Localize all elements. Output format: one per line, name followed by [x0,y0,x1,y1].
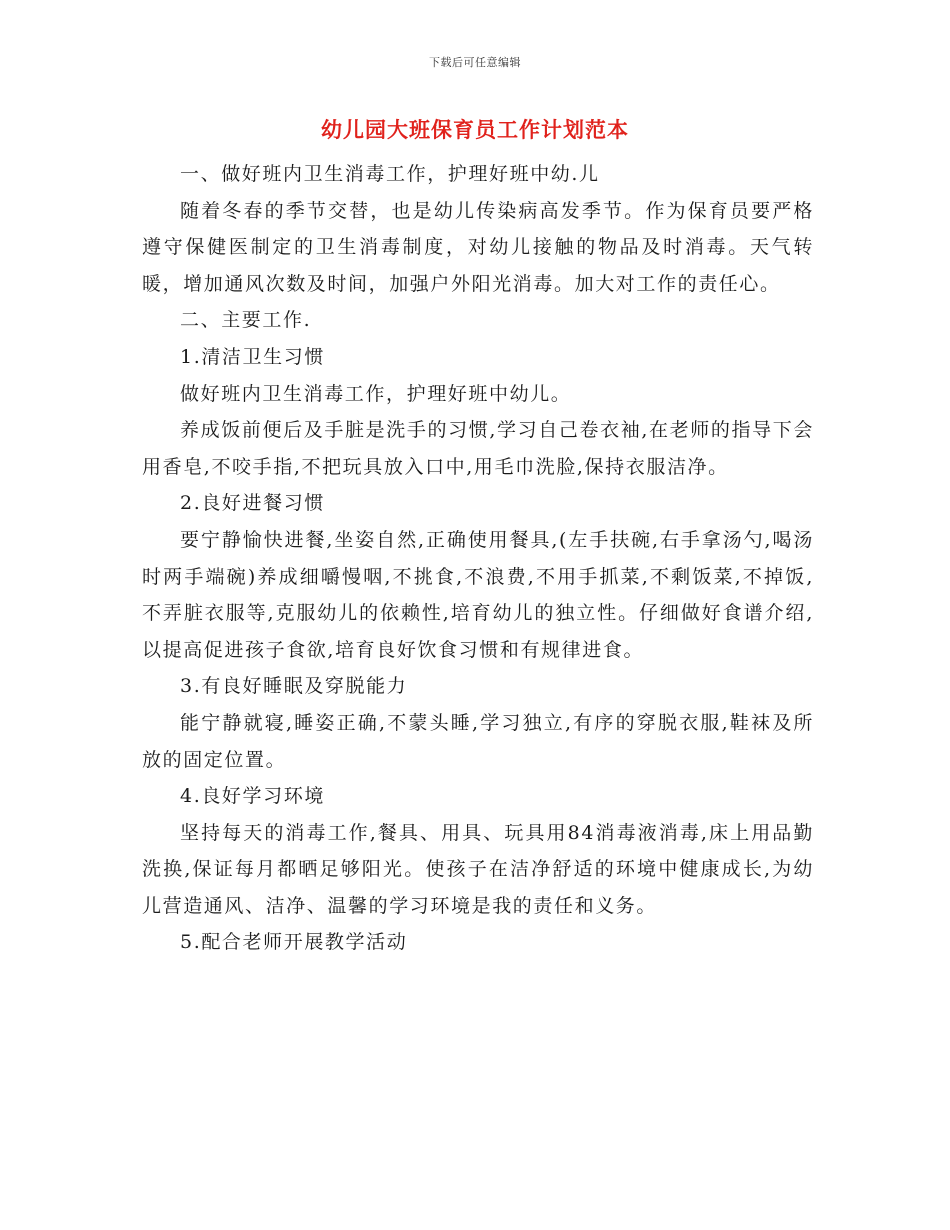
document-title: 幼儿园大班保育员工作计划范本 [321,117,629,142]
subheading: 2.良好进餐习惯 [180,492,325,515]
header-note: 下载后可任意编辑 [429,56,521,69]
section-heading-2: 二、主要工作. [180,309,312,332]
paragraph: 坚持每天的消毒工作,餐具、用具、玩具用84消毒液消毒,床上用品勤洗换,保证每月都晒足够阳光。使孩子在洁净舒适的环境中健康成长,为幼儿营造通风、洁净、温馨的学习环境是我的责任和义务。 [142,821,814,917]
paragraph: 能宁静就寝,睡姿正确,不蒙头睡,学习独立,有序的穿脱衣服,鞋袜及所放的固定位置。 [142,711,814,771]
paragraph: 养成饭前便后及手脏是洗手的习惯,学习自己卷衣袖,在老师的指导下会用香皂,不咬手指,不把玩具放入口中,用毛巾洗脸,保持衣服洁净。 [142,419,814,478]
paragraph: 随着冬春的季节交替，也是幼儿传染病高发季节。作为保育员要严格遵守保健医制定的卫生消毒制度，对幼儿接触的物品及时消毒。天气转暖，增加通风次数及时间，加强户外阳光消毒。加大对工作的责任心。 [142,199,814,295]
subheading: 1.清洁卫生习惯 [180,345,325,368]
subheading: 4.良好学习环境 [180,785,325,808]
subheading: 5.配合老师开展教学活动 [180,931,408,954]
paragraph: 要宁静愉快进餐,坐姿自然,正确使用餐具,(左手扶碗,右手拿汤勺,喝汤时两手端碗)养成细嚼慢咽,不挑食,不浪费,不用手抓菜,不剩饭菜,不掉饭,不弄脏衣服等,克服幼儿的依赖性,培育幼儿的独立性。仔细做好食谱介绍,以提高促进孩子食欲,培育良好饮食习惯和有规律进食。 [142,528,814,661]
document-body [142,156,814,961]
section-heading-1: 一、做好班内卫生消毒工作，护理好班中幼.儿 [180,163,600,185]
subheading: 3.有良好睡眠及穿脱能力 [180,675,408,698]
paragraph: 做好班内卫生消毒工作，护理好班中幼儿。 [180,382,572,405]
